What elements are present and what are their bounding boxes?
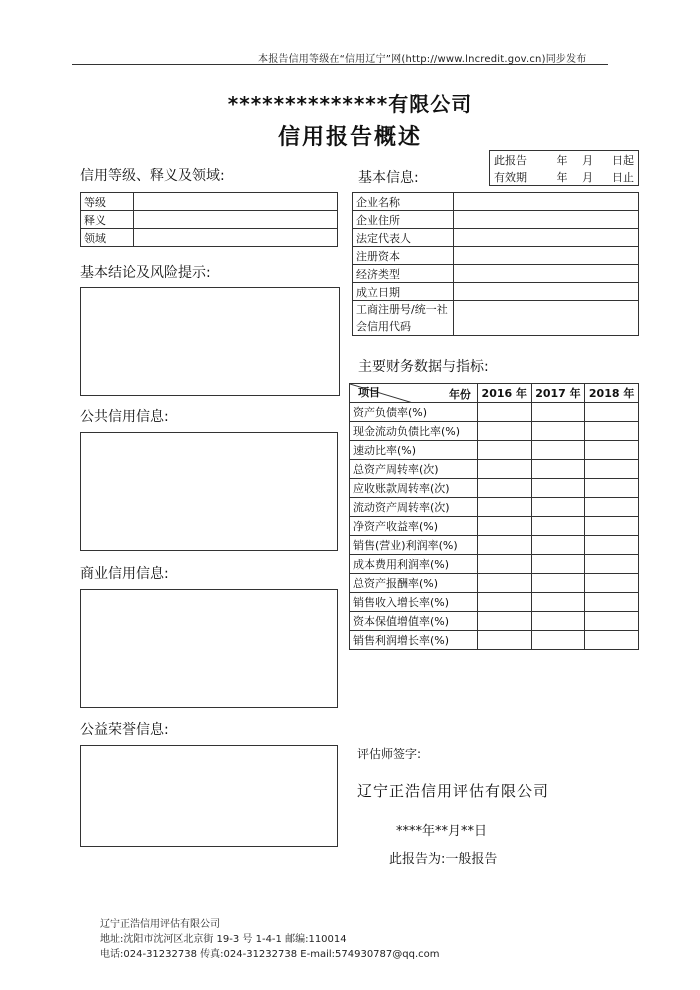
- row-label: 流动资产周转率(次): [350, 498, 478, 517]
- year-2018-header: 2018 年: [585, 384, 639, 403]
- validity-year-2: 年: [556, 170, 568, 184]
- legal-rep-value: [454, 229, 639, 247]
- conclusion-box: [80, 287, 340, 396]
- report-title: 信用报告概述: [277, 125, 422, 150]
- cell: [531, 536, 585, 555]
- cell: [585, 593, 639, 612]
- domain-label: 领域: [81, 229, 134, 247]
- cell: [531, 460, 585, 479]
- cell: [531, 631, 585, 650]
- section-basic-info-heading: 基本信息:: [358, 170, 419, 186]
- year-2016-header: 2016 年: [477, 384, 531, 403]
- footer-address: 地址:沈阳市沈河区北京街 19-3 号 1-4-1 邮编:110014: [100, 934, 347, 945]
- header-note: 本报告信用等级在“信用辽宁”网(http://www.lncredit.gov.cn)同步发布: [258, 54, 587, 65]
- honors-box: [80, 745, 338, 847]
- cell: [477, 612, 531, 631]
- table-row: [353, 211, 639, 229]
- row-label: 销售利润增长率(%): [350, 631, 478, 650]
- table-row: [350, 612, 639, 631]
- table-row: [353, 301, 639, 336]
- row-label: 资产负债率(%): [350, 403, 478, 422]
- cell: [477, 441, 531, 460]
- year-header: 年份: [448, 388, 471, 401]
- section-honors-heading: 公益荣誉信息:: [80, 722, 169, 738]
- validity-year-1: 年: [556, 153, 568, 167]
- validity-box: [489, 150, 639, 186]
- table-row: [350, 631, 639, 650]
- row-label: 现金流动负债比率(%): [350, 422, 478, 441]
- cell: [477, 631, 531, 650]
- cell: [477, 479, 531, 498]
- company-name-label: 企业名称: [353, 193, 454, 211]
- table-row: [350, 460, 639, 479]
- grade-value: [134, 193, 338, 211]
- section-conclusion-heading: 基本结论及风险提示:: [80, 265, 211, 281]
- cell: [477, 555, 531, 574]
- company-title: **************有限公司: [227, 92, 473, 116]
- row-label: 销售(营业)利润率(%): [350, 536, 478, 555]
- table-row: [350, 479, 639, 498]
- cell: [585, 422, 639, 441]
- cell: [531, 612, 585, 631]
- cell: [477, 574, 531, 593]
- cell: [477, 593, 531, 612]
- registration-number-label: 工商注册号/统一社会信用代码: [353, 301, 454, 336]
- economic-type-label: 经济类型: [353, 265, 454, 283]
- table-row: [353, 265, 639, 283]
- cell: [531, 498, 585, 517]
- footer-company: 辽宁正浩信用评估有限公司: [100, 919, 220, 930]
- cell: [585, 631, 639, 650]
- public-credit-box: [80, 432, 338, 551]
- table-row: [350, 441, 639, 460]
- footer-contact: 电话:024-31232738 传真:024-31232738 E-mail:574930787@qq.com: [100, 949, 440, 960]
- cell: [531, 441, 585, 460]
- cell: [477, 517, 531, 536]
- table-row: [350, 574, 639, 593]
- cell: [477, 460, 531, 479]
- cell: [477, 498, 531, 517]
- cell: [585, 574, 639, 593]
- cell: [531, 517, 585, 536]
- meaning-label: 释义: [81, 211, 134, 229]
- grade-table: [80, 192, 338, 247]
- cell: [585, 555, 639, 574]
- company-address-label: 企业住所: [353, 211, 454, 229]
- established-date-value: [454, 283, 639, 301]
- row-label: 资本保值增值率(%): [350, 612, 478, 631]
- commercial-credit-box: [80, 589, 338, 708]
- section-commercial-credit-heading: 商业信用信息:: [80, 566, 169, 582]
- validity-month-2: 月: [582, 170, 594, 184]
- cell: [585, 498, 639, 517]
- table-row: [350, 536, 639, 555]
- grade-label: 等级: [81, 193, 134, 211]
- table-row: [350, 593, 639, 612]
- validity-month-1: 月: [582, 153, 594, 167]
- cell: [585, 536, 639, 555]
- table-row: [350, 403, 639, 422]
- cell: [531, 422, 585, 441]
- registered-capital-label: 注册资本: [353, 247, 454, 265]
- table-row: [81, 193, 338, 211]
- row-label: 净资产收益率(%): [350, 517, 478, 536]
- item-header: 项目: [358, 386, 380, 399]
- company-address-value: [454, 211, 639, 229]
- cell: [585, 517, 639, 536]
- table-row: [353, 247, 639, 265]
- cell: [585, 403, 639, 422]
- table-row: [353, 193, 639, 211]
- validity-day-1: 日起: [612, 153, 634, 167]
- legal-rep-label: 法定代表人: [353, 229, 454, 247]
- established-date-label: 成立日期: [353, 283, 454, 301]
- validity-label-2: 有效期: [494, 170, 527, 184]
- section-grade-heading: 信用等级、释义及领域:: [80, 168, 225, 184]
- cell: [585, 479, 639, 498]
- cell: [477, 536, 531, 555]
- year-2017-header: 2017 年: [531, 384, 585, 403]
- cell: [477, 403, 531, 422]
- report-date: ****年**月**日: [396, 824, 488, 839]
- cell: [531, 555, 585, 574]
- registered-capital-value: [454, 247, 639, 265]
- cell: [531, 574, 585, 593]
- cell: [585, 441, 639, 460]
- cell: [531, 403, 585, 422]
- registration-number-value: [454, 301, 639, 336]
- row-label: 成本费用利润率(%): [350, 555, 478, 574]
- report-type: 此报告为:一般报告: [389, 852, 498, 867]
- cell: [531, 479, 585, 498]
- table-row: [350, 498, 639, 517]
- cell: [585, 460, 639, 479]
- company-name-value: [454, 193, 639, 211]
- table-corner-cell: [350, 384, 478, 403]
- financial-table: [349, 383, 639, 650]
- table-header-row: [350, 384, 639, 403]
- validity-day-2: 日止: [612, 170, 634, 184]
- row-label: 总资产周转率(次): [350, 460, 478, 479]
- table-row: [350, 555, 639, 574]
- section-financial-heading: 主要财务数据与指标:: [358, 359, 489, 375]
- table-row: [81, 229, 338, 247]
- table-row: [81, 211, 338, 229]
- header-rule: [72, 64, 608, 65]
- domain-value: [134, 229, 338, 247]
- assessor-signature: 评估师签字:: [357, 747, 422, 761]
- cell: [585, 612, 639, 631]
- table-row: [350, 422, 639, 441]
- cell: [477, 422, 531, 441]
- section-public-credit-heading: 公共信用信息:: [80, 409, 169, 425]
- row-label: 速动比率(%): [350, 441, 478, 460]
- meaning-value: [134, 211, 338, 229]
- cell: [531, 593, 585, 612]
- row-label: 销售收入增长率(%): [350, 593, 478, 612]
- basic-info-table: [352, 192, 639, 336]
- table-row: [353, 283, 639, 301]
- table-row: [353, 229, 639, 247]
- issuer-company: 辽宁正浩信用评估有限公司: [357, 782, 550, 800]
- row-label: 总资产报酬率(%): [350, 574, 478, 593]
- economic-type-value: [454, 265, 639, 283]
- table-row: [350, 517, 639, 536]
- validity-label-1: 此报告: [494, 153, 527, 167]
- row-label: 应收账款周转率(次): [350, 479, 478, 498]
